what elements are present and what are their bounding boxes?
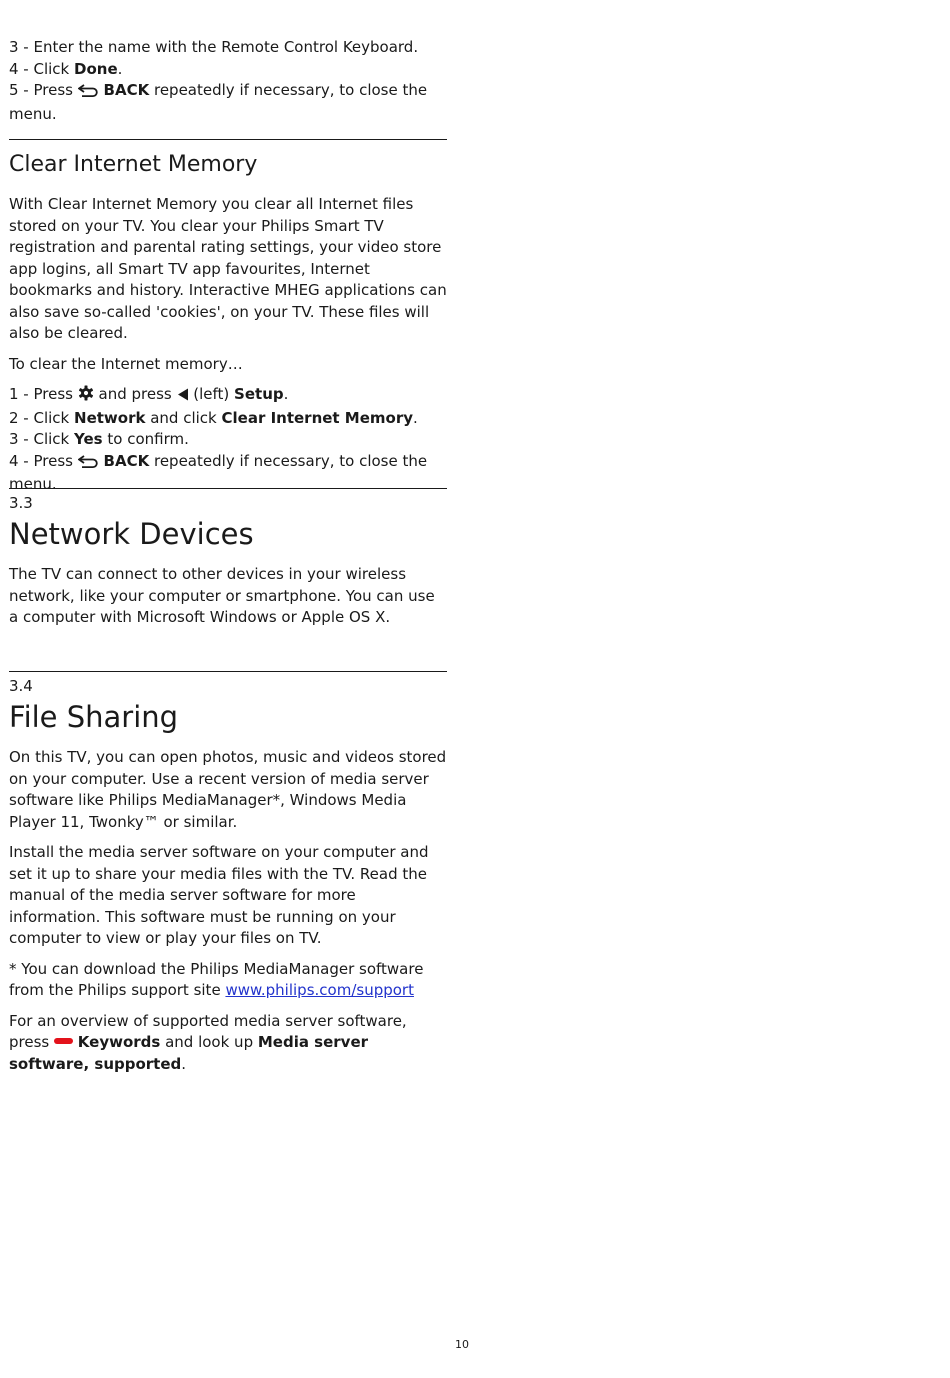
step-text: (left) <box>188 385 235 403</box>
step-text: . <box>117 59 123 78</box>
step-text: and press <box>93 385 177 403</box>
file-sharing-p3 <box>9 959 447 1002</box>
step-text: 5 - Press <box>9 81 78 99</box>
clear-memory-body: With Clear Internet Memory you clear all Internet files stored on your TV. You clear your Philips Smart TV registration and parental rating settings, your video store app logins, all Smart TV app favourites, Internet bookmarks and history. Interactive MHEG applications can also save so-called 'cookies', on your TV. These files will also be cleared. <box>9 195 447 342</box>
back-label: BACK <box>103 451 150 470</box>
step-4-click-done <box>9 59 447 81</box>
done-label: Done <box>74 59 118 78</box>
step-text: 4 - Click <box>9 59 75 78</box>
step-text: to confirm. <box>102 430 189 448</box>
media-server-label: Media server software, supported <box>9 1033 369 1073</box>
yes-label: Yes <box>74 430 103 448</box>
philips-support-link[interactable]: www.philips.com/support <box>225 981 414 999</box>
page-number: 10 <box>455 1338 469 1351</box>
gear-icon <box>78 385 94 408</box>
step-text: 3 - Click <box>9 430 75 448</box>
back-arrow-icon <box>78 82 99 104</box>
step-text: . <box>413 408 418 427</box>
file-sharing-p2: Install the media server software on your computer and set it up to share your media files with the TV. Read the manual of the media server software for more information. This software must be running on your computer to view or play your files on TV. <box>9 843 429 947</box>
section-divider <box>9 671 447 672</box>
step-text: 2 - Click <box>9 408 75 427</box>
step-3-enter-name: 3 - Enter the name with the Remote Control Keyboard. <box>9 38 419 56</box>
step-5-press-back <box>9 80 447 125</box>
section-divider <box>9 488 447 489</box>
section-divider <box>9 139 447 140</box>
clear-step-1 <box>9 384 447 408</box>
clear-memory-intro: To clear the Internet memory… <box>9 354 243 373</box>
section-title: Network Devices <box>9 517 254 551</box>
back-label: BACK <box>103 81 150 99</box>
clear-step-2 <box>9 408 447 430</box>
keywords-label: Keywords <box>77 1033 161 1051</box>
section-title: Clear Internet Memory <box>9 152 258 177</box>
network-devices-section <box>9 493 447 629</box>
paragraph-text: For an overview of supported media server software, press <box>9 1011 407 1051</box>
clear-memory-section <box>9 151 447 496</box>
back-arrow-icon <box>78 453 99 475</box>
network-label: Network <box>74 408 146 427</box>
step-text: repeatedly if necessary, to close the menu. <box>9 451 428 493</box>
section-number: 3.4 <box>9 677 33 695</box>
section-number: 3.3 <box>9 494 33 512</box>
paragraph-text: and look up <box>160 1033 258 1051</box>
step-text: . <box>283 385 289 403</box>
left-triangle-icon <box>177 386 189 408</box>
clear-step-3 <box>9 429 447 451</box>
clear-memory-label: Clear Internet Memory <box>221 408 414 427</box>
paragraph-text: * You can download the Philips MediaManager software from the Philips support site <box>9 959 424 999</box>
paragraph-text: . <box>181 1054 187 1073</box>
network-devices-body: The TV can connect to other devices in your wireless network, like your computer or smartphone. You can use a computer with Microsoft Windows or Apple OS X. <box>9 565 435 626</box>
step-text: 1 - Press <box>9 385 78 403</box>
top-steps <box>9 37 447 125</box>
red-color-key-icon <box>54 1038 73 1044</box>
step-text: repeatedly if necessary, to close the menu. <box>9 81 428 123</box>
step-text: and click <box>145 408 222 427</box>
step-text: 4 - Press <box>9 451 78 470</box>
file-sharing-section <box>9 676 447 1075</box>
file-sharing-p1: On this TV, you can open photos, music and videos stored on your computer. Use a recent version of media server software like Philips MediaManager*, Windows Media Player 11, Twonky™ or similar. <box>9 748 447 831</box>
section-title: File Sharing <box>9 700 179 734</box>
setup-label: Setup <box>234 385 284 403</box>
file-sharing-p4 <box>9 1011 447 1076</box>
